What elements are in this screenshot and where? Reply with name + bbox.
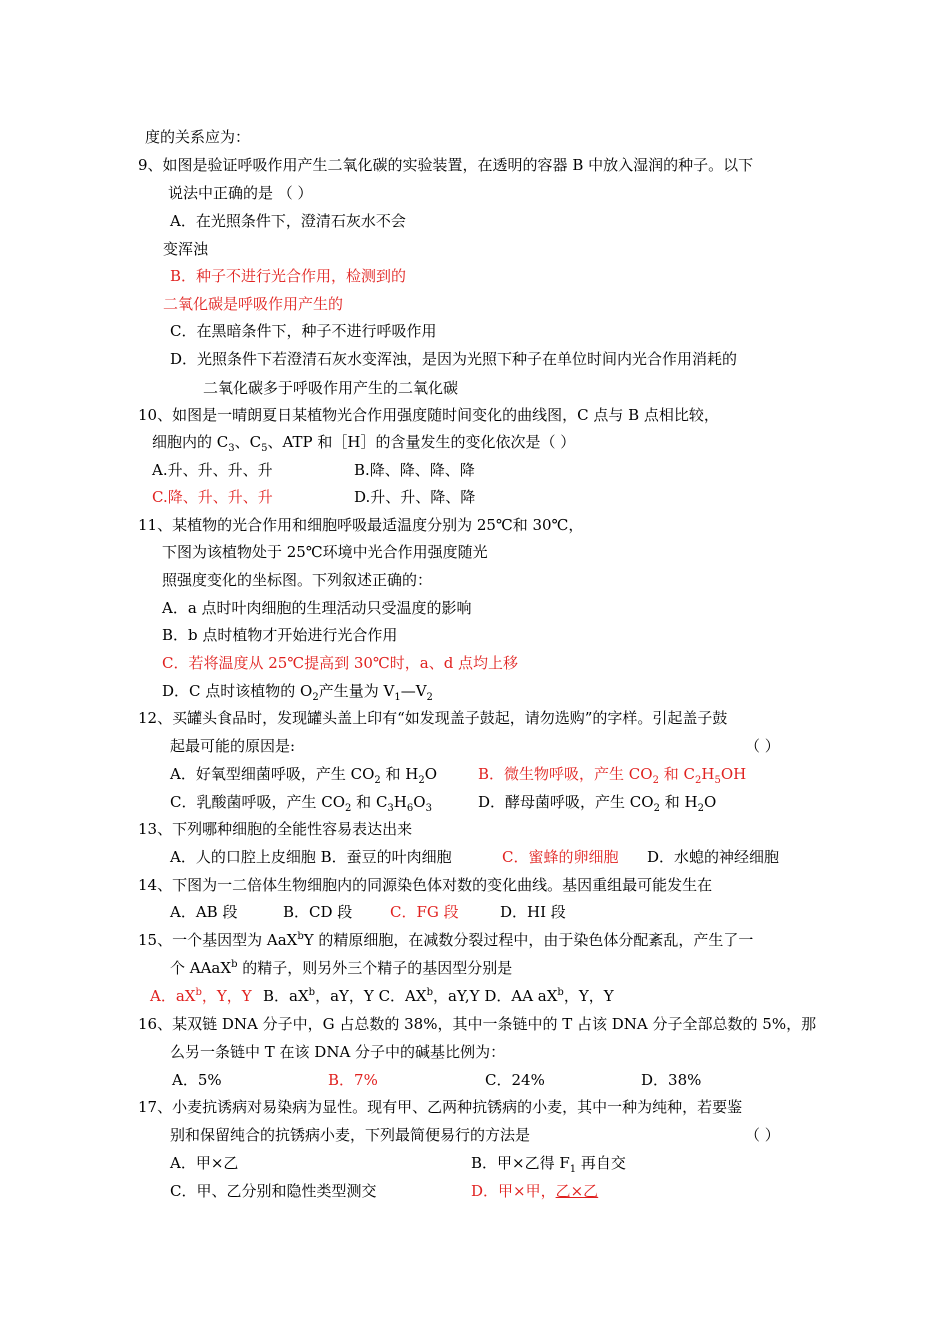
question-12: 12、买罐头食品时，发现罐头盖上印有“如发现盖子鼓起，请勿选购”的字样。引起盖子鼓 — [138, 709, 728, 727]
question-15-stem: 个 AAaX$^b$ 的精子，则另外三个精子的基因型分别是 — [170, 959, 513, 977]
question-10: 10、如图是一晴朗夏日某植物光合作用强度随时间变化的曲线图，C 点与 B 点相比较， — [138, 406, 719, 424]
question-10-stem: 细胞内的 $C_3$、$C_5$、ATP 和［H］的含量发生的变化依次是（ ） — [152, 433, 576, 454]
option-a: A．5% — [172, 1071, 222, 1089]
option-a-answer: A．$aX^b$，Y，Y — [150, 987, 252, 1005]
option-c-answer: C．蜜蜂的卵细胞 — [502, 848, 619, 866]
answer-parenthesis: （ ） — [745, 1126, 780, 1144]
option-a: A．甲×乙 — [170, 1154, 239, 1172]
option-c-answer: C．FG 段 — [390, 903, 459, 921]
question-11-stem-cont: 照强度变化的坐标图。下列叙述正确的： — [162, 571, 433, 589]
option-d: D．光照条件下若澄清石灰水变浑浊，是因为光照下种子在单位时间内光合作用消耗的 — [170, 350, 738, 368]
option-c: C．24% — [485, 1071, 545, 1089]
option-a-cont: 变浑浊 — [163, 240, 209, 258]
option-c: C．乳酸菌呼吸，产生 $CO_2$ 和 $C_3H_6O_3$ — [170, 793, 432, 814]
question-14: 14、下图为一二倍体生物细胞内的同源染色体对数的变化曲线。基因重组最可能发生在 — [138, 876, 713, 894]
question-9-stem: 说法中正确的是 （ ） — [168, 184, 313, 202]
option-c-answer: C.降、升、升、升 — [152, 488, 273, 506]
option-b: B．甲×乙得 $F_1$ 再自交 — [471, 1154, 626, 1175]
question-11: 11、某植物的光合作用和细胞呼吸最适温度分别为 25℃和 30℃， — [138, 516, 584, 534]
option-d: D．酵母菌呼吸，产生 $CO_2$ 和 $H_2O$ — [478, 793, 717, 814]
option-b-answer: B．7% — [328, 1071, 378, 1089]
option-b-answer-cont: 二氧化碳是呼吸作用产生的 — [163, 295, 344, 313]
text-line: 度的关系应为： — [145, 128, 251, 146]
question-17-stem: 别和保留纯合的抗锈病小麦，下列最简便易行的方法是 — [170, 1126, 531, 1144]
question-11-stem: 下图为该植物处于 25℃环境中光合作用强度随光 — [162, 543, 488, 561]
answer-parenthesis: （ ） — [745, 737, 780, 755]
option-d: D．水螅的神经细胞 — [647, 848, 780, 866]
question-12-stem: 起最可能的原因是: — [170, 737, 296, 755]
option-a: A．AB 段 — [170, 903, 238, 921]
option-d: D．C 点时该植物的 $O_2$产生量为 $V_1—V_2$ — [162, 682, 433, 703]
option-c: C．在黑暗条件下，种子不进行呼吸作用 — [170, 322, 437, 340]
option-a: A．a 点时叶肉细胞的生理活动只受温度的影响 — [162, 599, 472, 617]
question-15: 15、一个基因型为 AaX$^b$Y 的精原细胞，在减数分裂过程中，由于染色体分配紊乱，产生了一 — [138, 931, 754, 949]
question-13: 13、下列哪种细胞的全能性容易表达出来 — [138, 820, 413, 838]
options-a-b: A．人的口腔上皮细胞 B．蚕豆的叶肉细胞 — [170, 848, 452, 866]
option-a: A．好氧型细菌呼吸，产生 $CO_2$ 和 $H_2O$ — [170, 765, 438, 786]
option-c: C．甲、乙分别和隐性类型测交 — [170, 1182, 377, 1200]
option-b: B.降、降、降、降 — [354, 461, 475, 479]
option-b: B．CD 段 — [283, 903, 353, 921]
question-9: 9、如图是验证呼吸作用产生二氧化碳的实验装置，在透明的容器 B 中放入湿润的种子。以下 — [138, 156, 754, 174]
option-a: A.升、升、升、升 — [152, 461, 273, 479]
option-c-answer: C．若将温度从 25℃提高到 30℃时，a、d 点均上移 — [162, 654, 519, 672]
option-d: D.升、升、降、降 — [354, 488, 476, 506]
option-d: D．38% — [641, 1071, 702, 1089]
option-a: A．在光照条件下，澄清石灰水不会 — [170, 212, 406, 230]
question-16-stem: 么另一条链中 T 在该 DNA 分子中的碱基比例为： — [170, 1043, 506, 1061]
option-d: D．HI 段 — [500, 903, 566, 921]
question-17: 17、小麦抗诱病对易染病为显性。现有甲、乙两种抗锈病的小麦，其中一种为纯种，若要鉴 — [138, 1098, 743, 1116]
option-b: B．b 点时植物才开始进行光合作用 — [162, 626, 398, 644]
question-16: 16、某双链 DNA 分子中，G 占总数的 38%，其中一条链中的 T 占该 DNA 分子全部总数的 5%，那 — [138, 1015, 817, 1033]
option-b-answer: B．微生物呼吸，产生 $CO_2$ 和 $C_2H_5OH$ — [478, 765, 747, 786]
option-d-cont: 二氧化碳多于呼吸作用产生的二氧化碳 — [203, 379, 459, 397]
option-b-answer: B．种子不进行光合作用，检测到的 — [170, 267, 407, 285]
option-d-answer: D．甲×甲，乙×乙 — [471, 1182, 599, 1200]
options-b-c-d: B．$aX^b$，aY，Y C．$AX^b$，aY,Y D．AA $aX^b$，Y，Y — [263, 987, 614, 1005]
